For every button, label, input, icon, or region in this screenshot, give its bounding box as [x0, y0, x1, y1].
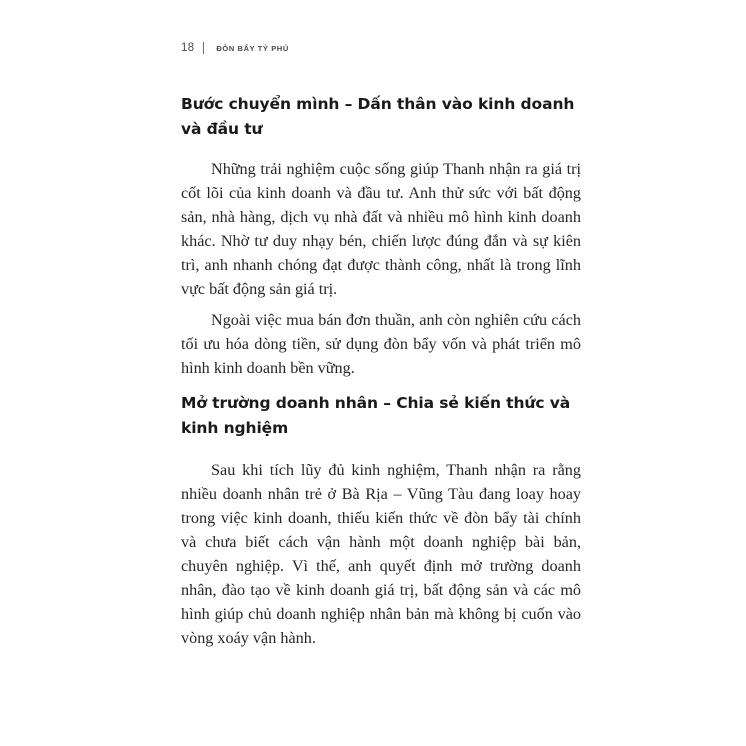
page-number: 18 [181, 42, 195, 54]
book-title: ĐÒN BẨY TỶ PHÚ [216, 43, 289, 53]
section-heading: Mở trường doanh nhân – Chia sẻ kiến thức và kinh nghiệm [181, 394, 571, 437]
section-business-school [181, 391, 581, 650]
paragraph: Những trải nghiệm cuộc sống giúp Thanh nhận ra giá trị cốt lõi của kinh doanh và đầu tư. Anh thử sức với bất động sản, nhà hàng, dịch vụ nhà đất và nhiều mô hình kinh doanh khác. Nhờ tư duy nhạy bén, chiến lược đúng đắn và sự kiên trì, anh nhanh chóng đạt được thành công, nhất là trong lĩnh vực bất động sản giá trị. [181, 160, 581, 298]
paragraph: Ngoài việc mua bán đơn thuần, anh còn nghiên cứu cách tối ưu hóa dòng tiền, sử dụng đòn bẩy vốn và phát triển mô hình kinh doanh bền vững. [181, 311, 581, 377]
paragraph: Sau khi tích lũy đủ kinh nghiệm, Thanh nhận ra rằng nhiều doanh nhân trẻ ở Bà Rịa – Vũng Tàu đang loay hoay trong việc kinh doanh, thiếu kiến thức về đòn bẩy tài chính và chưa biết cách vận hành một doanh nghiệp bài bản, chuyên nghiệp. Vì thế, anh quyết định mở trường doanh nhân, đào tạo về kinh doanh giá trị, bất động sản và các mô hình giúp chủ doanh nghiệp nhân bản mà không bị cuốn vào vòng xoáy vận hành. [181, 461, 581, 647]
section-heading: Bước chuyển mình – Dấn thân vào kinh doanh và đầu tư [181, 95, 575, 138]
section-career-shift [181, 92, 581, 380]
header-divider [203, 42, 204, 54]
running-header [181, 42, 289, 54]
page-body [181, 92, 581, 657]
